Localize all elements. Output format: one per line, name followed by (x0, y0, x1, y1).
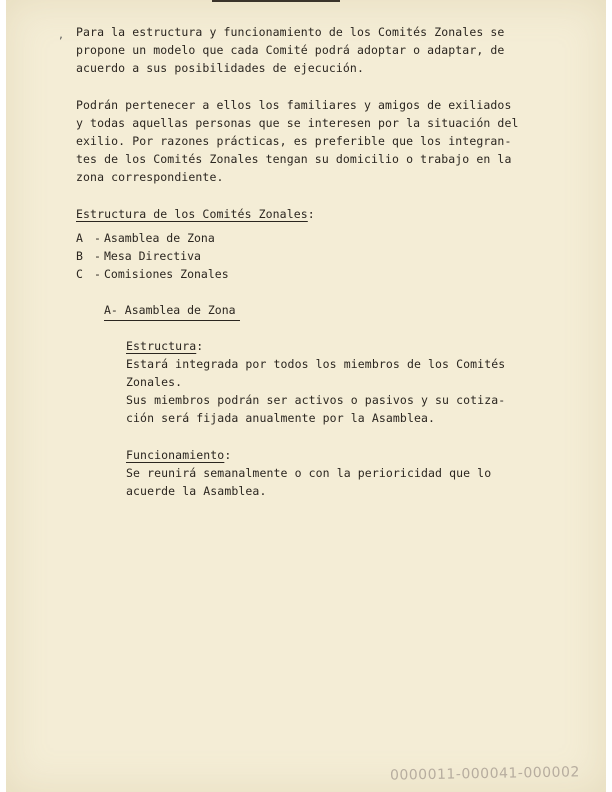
section-a-name: Asamblea de Zona (124, 303, 236, 317)
estructura-line: Zonales. (126, 375, 183, 389)
section-a-title (104, 301, 240, 321)
list-item-letter: B (76, 249, 83, 263)
top-underline-rule (212, 0, 340, 2)
list-item-label: Mesa Directiva (104, 249, 201, 263)
structure-heading-colon: : (307, 207, 315, 221)
list-item: B - Mesa Directiva (76, 249, 201, 263)
intro-line: acuerdo a sus posibilidades de ejecución. (76, 61, 364, 75)
intro-paragraph (76, 23, 504, 77)
estructura-colon: : (196, 339, 204, 353)
margin-mark: , (58, 30, 65, 41)
list-item-label: Comisiones Zonales (104, 267, 229, 281)
archive-stamp: 0000011-000041-000002 (389, 764, 580, 784)
list-item-label: Asamblea de Zona (104, 231, 215, 245)
membership-line: Podrán pertenecer a ellos los familiares y amigos de exiliados (76, 98, 512, 112)
structure-heading-text: Estructura de los Comités Zonales (76, 207, 308, 221)
funcionamiento-line: Se reunirá semanalmente o con la perioricidad que lo (126, 466, 492, 480)
estructura-line: Sus miembros podrán ser activos o pasivos y su cotiza- (126, 393, 506, 407)
document-page (6, 0, 606, 792)
funcionamiento-line: acuerde la Asamblea. (126, 484, 267, 498)
list-item: C - Comisiones Zonales (76, 267, 229, 281)
list-item: A - Asamblea de Zona (76, 231, 215, 245)
intro-line: propone un modelo que cada Comité podrá adoptar o adaptar, de (76, 43, 505, 57)
membership-line: exilio. Por razones prácticas, es preferible que los integran- (76, 134, 512, 148)
estructura-subsection (126, 337, 505, 427)
estructura-line: Estará integrada por todos los miembros de los Comités (126, 357, 506, 371)
list-item-letter: C (76, 267, 83, 281)
intro-line: Para la estructura y funcionamiento de los Comités Zonales se (76, 25, 505, 39)
membership-line: zona correspondiente. (76, 170, 224, 184)
membership-line: tes de los Comités Zonales tengan su domicilio o trabajo en la (76, 152, 512, 166)
list-item-letter: A (76, 231, 83, 245)
estructura-heading: Estructura (126, 339, 197, 353)
funcionamiento-heading: Funcionamiento (126, 448, 225, 462)
structure-heading (76, 205, 315, 223)
funcionamiento-subsection (126, 446, 491, 500)
structure-list (76, 229, 229, 283)
membership-paragraph (76, 96, 519, 186)
funcionamiento-colon: : (224, 448, 232, 462)
section-a-prefix: A- (104, 303, 118, 317)
estructura-line: ción será fijada anualmente por la Asamblea. (126, 411, 436, 425)
membership-line: y todas aquellas personas que se interesen por la situación del (76, 116, 519, 130)
